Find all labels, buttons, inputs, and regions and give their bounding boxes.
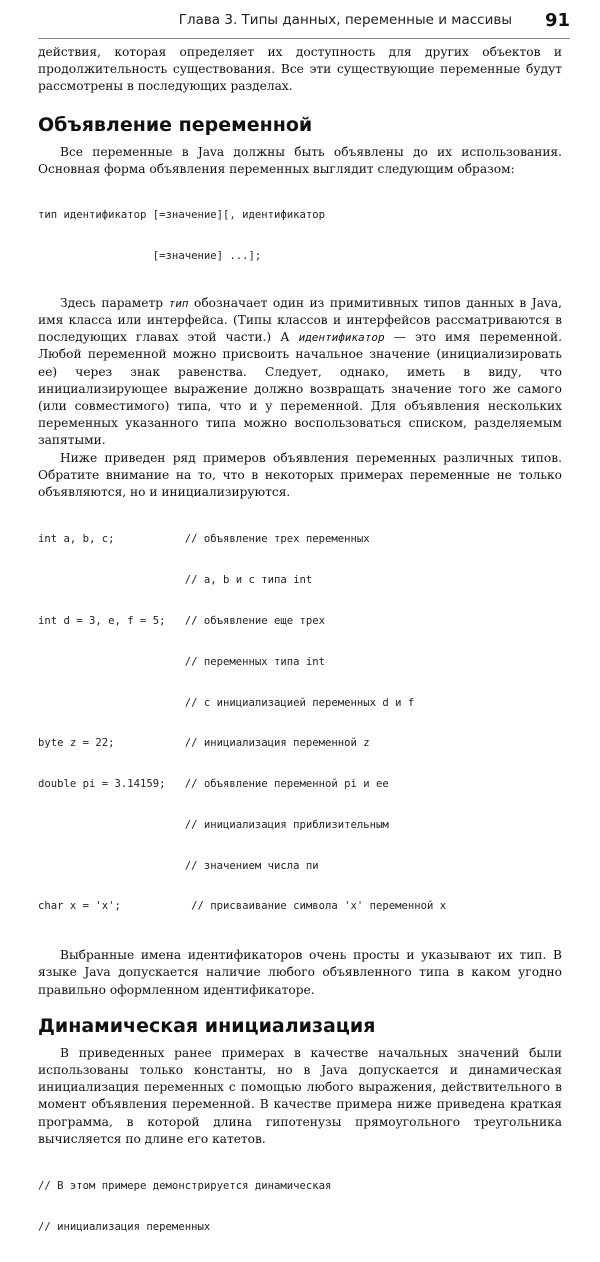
term-type: тип xyxy=(168,296,189,310)
code-line: // переменных типа int xyxy=(38,655,326,668)
code-line: byte z = 22; // инициализация переменной z xyxy=(38,737,370,750)
dynamic-init-code-block xyxy=(38,1153,562,1262)
code-line: double pi = 3.14159; // объявление переменной pi и ее xyxy=(38,778,389,791)
identifiers-paragraph: Выбранные имена идентификаторов очень просты и указывают их тип. В языке Java допускается наличие любого объявленного типа в каком угодно правильно оформленном идентификаторе. xyxy=(38,948,562,997)
page-number: 91 xyxy=(544,10,570,31)
code-line: // a, b и c типа int xyxy=(38,574,313,587)
section-heading-dynamic-init: Динамическая инициализация xyxy=(38,1014,376,1037)
syntax-line: [=значение] ...]; xyxy=(38,249,262,262)
text-run: обозначает один из примитивных типов данных в Java, имя класса или интерфейса. (Типы классов и интерфейсов рассматриваются в последующих главах этой части.) А xyxy=(38,295,562,345)
text-run: Здесь параметр xyxy=(60,295,169,310)
parameter-paragraph xyxy=(38,295,562,450)
code-line: // инициализация приблизительным xyxy=(38,818,389,831)
syntax-block xyxy=(38,182,562,291)
section-heading-declaration: Объявление переменной xyxy=(38,113,313,136)
code-comment-line: // инициализация переменных xyxy=(38,1221,211,1233)
code-comment-line: // В этом примере демонстрируется динамическая xyxy=(38,1180,332,1193)
term-identifier: идентификатор xyxy=(298,331,385,345)
code-line: int a, b, c; // объявление трех переменных xyxy=(38,533,370,546)
page-content xyxy=(38,44,562,1262)
chapter-title: Глава 3. Типы данных, переменные и массивы xyxy=(178,12,512,28)
header-rule xyxy=(38,38,570,39)
text-run: — это имя переменной. Любой переменной можно присвоить начальное значение (инициализировать ее) через знак равенства. Следует, однако, иметь в виду, что инициализирующее выражение должно возвращать значение того же самого (или совместимого) типа, что и у переменной. Для объявления нескольких переменных указанного типа можно воспользоваться списком, разделяемым запятыми. xyxy=(38,330,562,448)
dynamic-init-paragraph: В приведенных ранее примерах в качестве начальных значений были использованы только константы, но в Java допускается и динамическая инициализация переменных с помощью любого выражения, действительного в момент объявления переменной. В качестве примера ниже приведена краткая программа, в которой длина гипотенузы прямоугольного треугольника вычисляется по длине его катетов. xyxy=(38,1045,562,1146)
intro-paragraph: действия, которая определяет их доступность для других объектов и продолжительность существования. Все эти существующие переменные будут рассмотрены в последующих разделах. xyxy=(38,45,562,94)
code-line: char x = 'x'; // присваивание символа 'x' переменной x xyxy=(38,900,447,913)
syntax-line: тип идентификатор [=значение][, идентификатор xyxy=(38,209,326,222)
code-line: // с инициализацией переменных d и f xyxy=(38,696,415,709)
running-header xyxy=(0,10,600,36)
examples-paragraph: Ниже приведен ряд примеров объявления переменных различных типов. Обратите внимание на то, что в некоторых примерах переменные не только объявляются, но и инициализируются. xyxy=(38,450,562,499)
code-line: int d = 3, e, f = 5; // объявление еще трех xyxy=(38,614,326,627)
declaration-code-block xyxy=(38,506,562,941)
declaration-paragraph: Все переменные в Java должны быть объявлены до их использования. Основная форма объявления переменных выглядит следующим образом: xyxy=(38,144,562,176)
code-line: // значением числа пи xyxy=(38,859,319,872)
